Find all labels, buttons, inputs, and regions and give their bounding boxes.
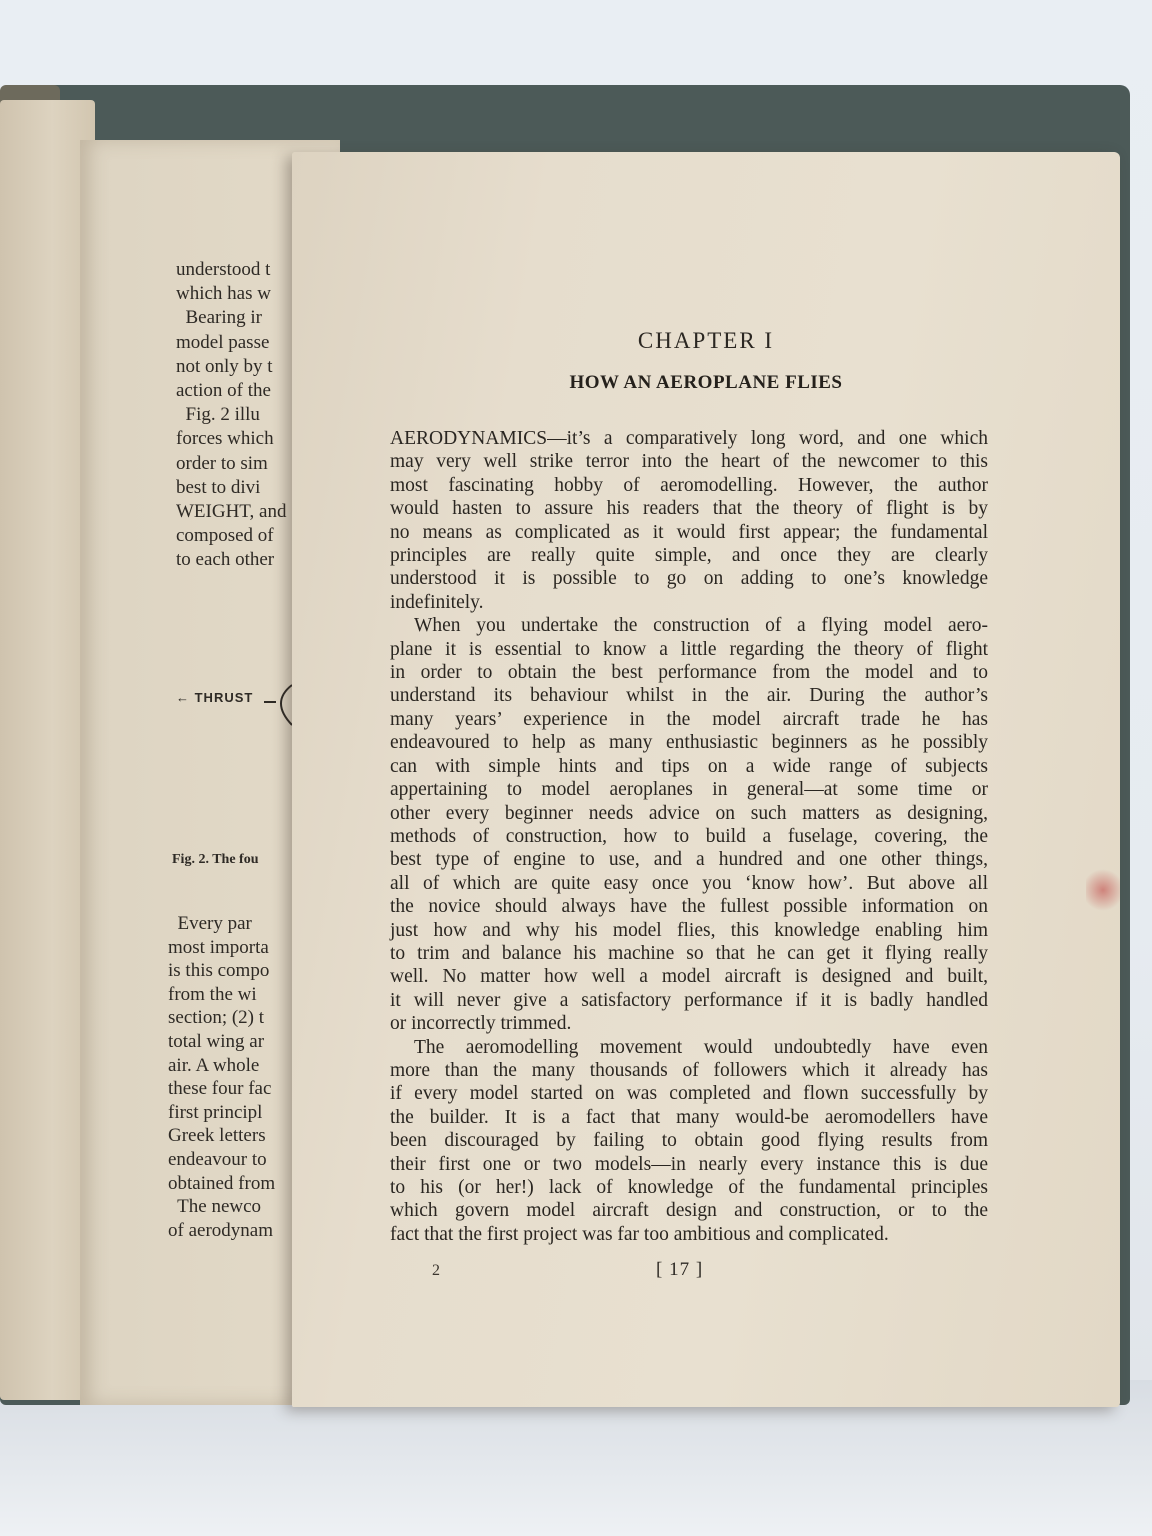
figure-thrust-label: ← THRUST: [176, 690, 254, 705]
body-text-line: which govern model aircraft design and construction, or to the: [390, 1200, 988, 1222]
chapter-title: HOW AN AEROPLANE FLIES: [569, 372, 843, 393]
body-text-line: just how and why his model flies, this knowledge enabling him: [390, 919, 988, 941]
body-text-line: methods of construction, how to build a fuselage, covering, the: [390, 825, 988, 847]
body-text: [390, 427, 988, 1246]
body-text-line: would hasten to assure his readers that the theory of flight is by: [390, 498, 988, 520]
body-text-line: been discouraged by failing to obtain good flying results from: [390, 1130, 988, 1152]
chapter-number: CHAPTER I: [637, 328, 775, 353]
body-text-line: can with simple hints and tips on a wide range of subjects: [390, 755, 988, 777]
underlying-text-line: is this compo: [168, 960, 270, 982]
underlying-text-line: understood t: [176, 259, 271, 280]
body-text-line: principles are really quite simple, and once they are clearly: [390, 545, 988, 567]
underlying-text-line: section; (2) t: [168, 1007, 265, 1029]
underlying-text-line: most importa: [168, 936, 269, 958]
underlying-text-line: air. A whole: [168, 1054, 260, 1076]
body-text-line: other every beginner needs advice on such matters as designing,: [390, 802, 988, 824]
underlying-text-line: WEIGHT, and: [176, 501, 287, 523]
body-text-line: no means as complicated as it would first appear; the fundamental: [390, 521, 988, 543]
body-text-line: more than the many thousands of followers which it already has: [390, 1059, 988, 1081]
underlying-text-line: which has w: [176, 283, 271, 305]
signature-mark: 2: [432, 1262, 440, 1279]
body-text-line: the builder. It is a fact that many would-be aeromodellers have: [390, 1106, 988, 1128]
body-text-line: appertaining to model aeroplanes in general—at some time or: [390, 779, 988, 801]
body-text-line: may very well strike terror into the heart of the newcomer to this: [390, 451, 988, 473]
body-text-line: plane it is essential to know a little regarding the theory of flight: [390, 638, 988, 660]
underlying-text-line: of aerodynam: [168, 1219, 273, 1241]
body-text-line: the novice should always have the fullest possible information on: [390, 896, 988, 918]
body-text-line: understand its behaviour whilst in the air. During the author’s: [390, 685, 988, 707]
underlying-text-line: these four fac: [168, 1078, 272, 1100]
underlying-text-line: forces which: [176, 428, 274, 450]
body-text-line: AERODYNAMICS—it’s a comparatively long word, and one which: [390, 428, 988, 449]
underlying-text-line: action of the: [176, 380, 271, 402]
body-text-line: it will never give a satisfactory performance if it is badly handled: [390, 989, 988, 1011]
body-text-line: endeavoured to help as many enthusiastic beginners as he possibly: [390, 732, 988, 754]
body-text-line: to trim and balance his machine so that he can get it flying really: [390, 942, 988, 964]
body-text-line: well. No matter how well a model aircraft is designed and built,: [390, 966, 988, 988]
body-text-line: fact that the first project was far too ambitious and complicated.: [390, 1223, 889, 1245]
underlying-text-line: composed of: [176, 525, 274, 547]
underlying-text-line: first principl: [168, 1101, 263, 1123]
body-text-line: if every model started on was completed and flown successfully by: [390, 1083, 988, 1105]
underlying-text-line: to each other: [176, 549, 275, 571]
underlying-page-lower-text: [168, 912, 298, 1242]
underlying-text-line: obtained from: [168, 1172, 276, 1194]
body-text-line: or incorrectly trimmed.: [390, 1013, 572, 1035]
underlying-text-line: endeavour to: [168, 1148, 267, 1170]
body-text-line: in order to obtain the best performance from the model and to: [390, 662, 988, 684]
body-text-line: most fascinating hobby of aeromodelling. However, the author: [390, 474, 988, 496]
body-text-line: their first one or two models—in nearly every instance this is due: [390, 1153, 988, 1175]
underlying-text-line: total wing ar: [168, 1030, 265, 1052]
underlying-text-line: order to sim: [176, 452, 268, 474]
underlying-text-line: not only by t: [176, 355, 273, 377]
body-text-line: to his (or her!) lack of knowledge of the fundamental principles: [390, 1177, 988, 1198]
body-text-line: all of which are quite easy once you ‘know how’. But above all: [390, 872, 988, 894]
body-text-line: understood it is possible to go on adding to one’s knowledge: [390, 568, 988, 590]
underlying-text-line: The newco: [168, 1196, 262, 1218]
underlying-text-line: Bearing ir: [176, 307, 263, 329]
underlying-text-line: best to divi: [176, 476, 261, 498]
page-number: [ 17 ]: [656, 1259, 704, 1280]
red-stain: [1086, 868, 1120, 912]
figure-caption: Fig. 2. The fou: [172, 852, 259, 867]
body-text-line: The aeromodelling movement would undoubtedly have even: [414, 1036, 988, 1058]
underlying-text-line: model passe: [176, 331, 270, 353]
underlying-text-line: Greek letters: [168, 1125, 266, 1147]
body-text-line: best type of engine to use, and a hundred and one other things,: [390, 849, 988, 871]
body-text-line: indefinitely.: [390, 591, 484, 613]
body-text-line: When you undertake the construction of a flying model aero-: [414, 615, 988, 637]
body-text-line: many years’ experience in the model aircraft trade he has: [390, 708, 988, 730]
underlying-text-line: Every par: [168, 913, 252, 934]
small-caps-opening: AERODYNAMICS: [390, 428, 548, 449]
underlying-text-line: from the wi: [168, 983, 257, 1005]
underlying-text-line: Fig. 2 illu: [176, 404, 260, 426]
